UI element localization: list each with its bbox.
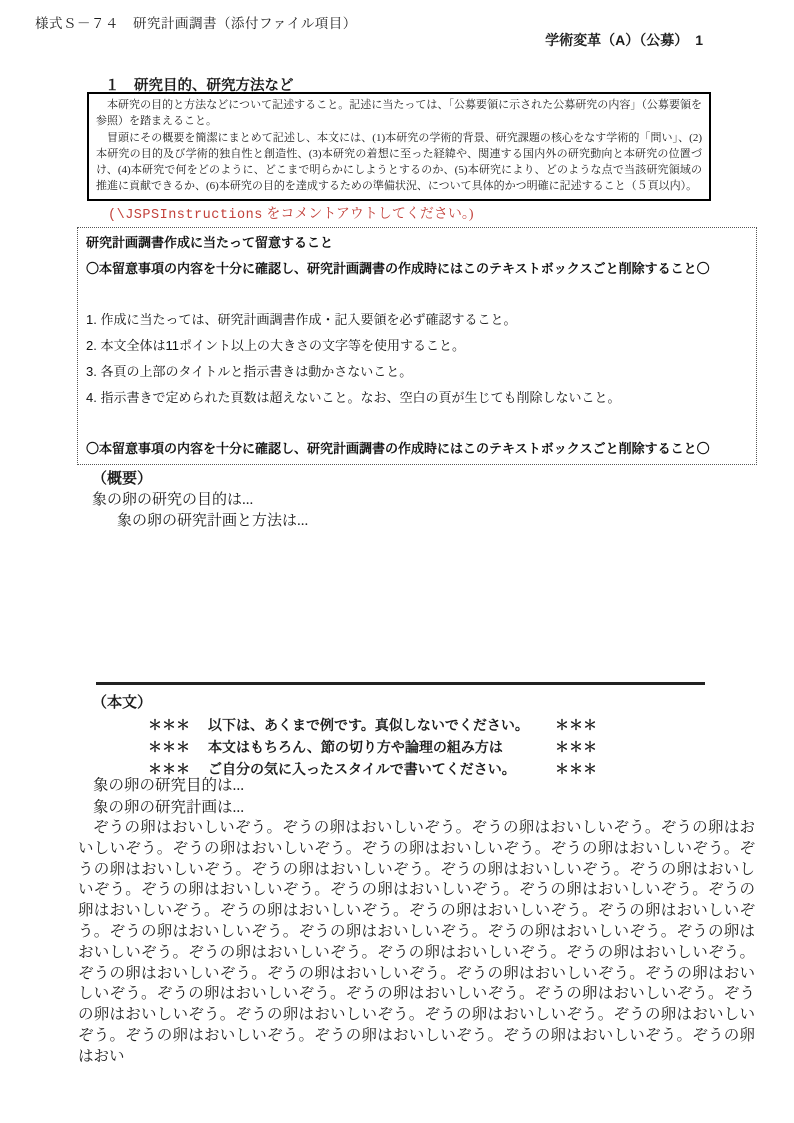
jsps-comment-text: をコメントアウトしてください。)	[262, 207, 474, 222]
disclaimer-text-1: 以下は、あくまで例です。真似しないでください。	[208, 717, 529, 733]
main-intro-line-1: 象の卵の研究目的は...	[93, 777, 245, 794]
stars-right: ＊＊＊	[555, 717, 597, 733]
jsps-comment-note	[108, 203, 474, 223]
notice-box	[77, 227, 757, 465]
notice-item-4: 4. 指示書きで定められた頁数は超えないこと。なお、空白の頁が生じても削除しないこと。	[86, 389, 621, 405]
notice-delete-warning-bottom: 〇本留意事項の内容を十分に確認し、研究計画調書の作成時にはこのテキストボックスごと削除すること〇	[86, 441, 710, 457]
notice-item-3: 3. 各頁の上部のタイトルと指示書きは動かさないこと。	[86, 363, 413, 379]
overview-header: （概要）	[92, 470, 153, 487]
notice-item-1: 1. 作成に当たっては、研究計画調書作成・記入要領を必ず確認すること。	[86, 312, 517, 328]
main-text-header: （本文）	[92, 694, 153, 711]
overview-line-1: 象の卵の研究の目的は...	[92, 491, 254, 508]
notice-blank-line	[86, 411, 748, 437]
notice-item-2: 2. 本文全体は11ポイント以上の大きさの文字等を使用すること。	[86, 338, 465, 354]
section-divider-rule	[96, 682, 705, 685]
disclaimer-text-3: ご自分の気に入ったスタイルで書いてください。	[208, 761, 516, 777]
stars-left: ＊＊＊	[148, 717, 190, 733]
instruction-paragraph-2: 冒頭にその概要を簡潔にまとめて記述し、本文には、(1)本研究の学術的背景、研究課題の核心をなす学術的「問い」、(2)本研究の目的及び学術的独自性と創造性、(3)本研究の着想に至った経緯や、関連する国内外の研究動向と本研究の位置づけ、(4)本研究で何をどのように、どこまで明らかにしようとするのか、(5)本研究により、どのような点で当該研究領域の推進に貢献できるか、(6)本研究の目的を達成するための準備状況、について具体的かつ明確に記述すること（５頁以内）。	[96, 131, 702, 193]
example-disclaimer-row	[148, 714, 597, 736]
notice-blank-line	[86, 282, 748, 308]
notice-title: 研究計画調書作成に当たって留意すること	[86, 235, 334, 250]
form-number-label: 様式Ｓ－７４ 研究計画調書（添付ファイル項目）	[35, 16, 357, 31]
stars-left: ＊＊＊	[148, 761, 190, 777]
program-label: 学術変革（A）（公募） 1	[545, 32, 703, 48]
instruction-box	[87, 92, 711, 201]
main-intro-block	[78, 775, 755, 819]
stars-right: ＊＊＊	[555, 739, 597, 755]
stars-left: ＊＊＊	[148, 739, 190, 755]
stars-right: ＊＊＊	[555, 761, 597, 777]
jsps-command-code: (\JSPSInstructions	[108, 208, 263, 223]
overview-line-2: 象の卵の研究計画と方法は...	[117, 513, 309, 529]
section-title: １ 研究目的、研究方法など	[105, 78, 294, 94]
overview-section	[92, 468, 308, 533]
example-disclaimer-row	[148, 736, 597, 758]
main-body-paragraph: ぞうの卵はおいしいぞう。ぞうの卵はおいしいぞう。ぞうの卵はおいしいぞう。ぞうの卵はおいしいぞう。ぞうの卵はおいしいぞう。ぞうの卵はおいしいぞう。ぞうの卵はおいしいぞう。ぞうの卵はおいしいぞう。ぞうの卵はおいしいぞう。ぞうの卵はおいしいぞう。ぞうの卵はおいしいぞう。ぞうの卵はおいしいぞう。ぞうの卵はおいしいぞう。ぞうの卵はおいしいぞう。ぞうの卵はおいしいぞう。ぞうの卵はおいしいぞう。ぞうの卵はおいしいぞう。ぞうの卵はおいしいぞう。ぞうの卵はおいしいぞう。ぞうの卵はおいしいぞう。ぞうの卵はおいしいぞう。ぞうの卵はおいしいぞう。ぞうの卵はおいしいぞう。ぞうの卵はおいしいぞう。ぞうの卵はおいしいぞう。ぞうの卵はおいしいぞう。ぞうの卵はおいしいぞう。ぞうの卵はおいしいぞう。ぞうの卵はおいしいぞう。ぞうの卵はおいしいぞう。ぞうの卵はおいしいぞう。ぞうの卵はおいしいぞう。ぞうの卵はおいしいぞう。ぞうの卵はおいしいぞう。ぞうの卵はおいしいぞう。ぞうの卵はおいしいぞう。ぞうの卵はおいしいぞう。ぞうの卵はおいしいぞう。ぞうの卵はおいしいぞう。ぞうの卵はおい	[78, 819, 755, 1065]
disclaimer-text-2: 本文はもちろん、節の切り方や論理の組み方は	[208, 739, 503, 755]
example-disclaimer-block	[148, 714, 597, 780]
main-intro-line-2: 象の卵の研究計画は...	[93, 799, 245, 816]
instruction-paragraph-1: 本研究の目的と方法などについて記述すること。記述に当たっては、「公募要領に示された公募研究の内容」（公募要領を参照）を踏まえること。	[96, 99, 702, 128]
notice-delete-warning-top: 〇本留意事項の内容を十分に確認し、研究計画調書の作成時にはこのテキストボックスごと削除すること〇	[86, 260, 710, 276]
